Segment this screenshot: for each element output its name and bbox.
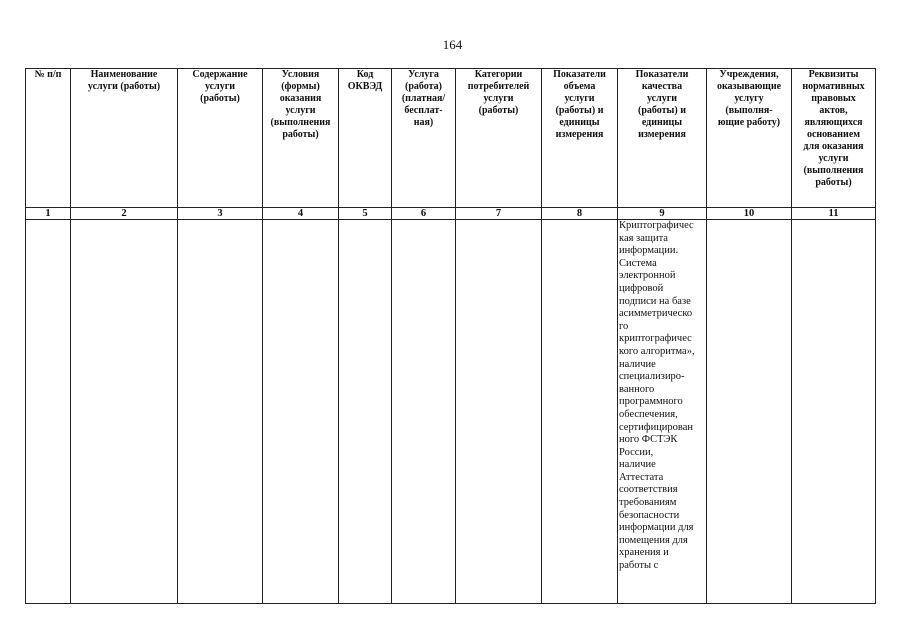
column-number: 11 [792,208,876,220]
page-number: 164 [442,37,463,52]
table-row [26,220,876,604]
body-cell-volume-indicators [542,220,618,604]
body-cell-institutions [707,220,792,604]
body-cell-conditions [263,220,339,604]
header-cell-number: № п/п [26,69,71,208]
column-number: 5 [339,208,392,220]
header-cell-volume-indicators: Показатели объема услуги (работы) и единицы измерения [542,69,618,208]
header-cell-okved-code: Код ОКВЭД [339,69,392,208]
body-cell-legal-acts [792,220,876,604]
body-cell-okved-code [339,220,392,604]
header-cell-service-content: Содержание услуги (работы) [178,69,263,208]
column-number: 7 [456,208,542,220]
column-number: 4 [263,208,339,220]
body-cell-consumer-categories [456,220,542,604]
header-cell-consumer-categories: Категории потребителей услуги (работы) [456,69,542,208]
header-cell-service-name: Наименование услуги (работы) [71,69,178,208]
header-cell-conditions: Условия (формы) оказания услуги (выполнения работы) [263,69,339,208]
header-cell-institutions: Учреждения, оказывающие услугу (выполня- ющие работу) [707,69,792,208]
body-cell-number [26,220,71,604]
column-number: 3 [178,208,263,220]
body-cell-service-name [71,220,178,604]
body-cell-paid-free [392,220,456,604]
column-number: 2 [71,208,178,220]
header-cell-legal-acts: Реквизиты нормативных правовых актов, являющихся основанием для оказания услуги (выполнения работы) [792,69,876,208]
quality-indicators-text: Криптографичес кая защита информации. Система электронной цифровой подписи на базе асимметрическо го криптографичес кого алгоритма», наличие специализиро- ванного программного обеспечения, сертифицирован ного ФСТЭК России, наличие Аттестата соответствия требованиям безопасности информации для помещения для хранения и работы с [619,220,695,572]
header-cell-quality-indicators: Показатели качества услуги (работы) и единицы измерения [618,69,707,208]
column-number: 6 [392,208,456,220]
column-number: 1 [26,208,71,220]
column-number: 8 [542,208,618,220]
column-number: 10 [707,208,792,220]
body-cell-quality-indicators [618,220,707,604]
column-number: 9 [618,208,707,220]
column-number-row [26,208,876,220]
services-table [25,68,876,604]
body-cell-service-content [178,220,263,604]
header-row [26,69,876,208]
header-cell-paid-free: Услуга (работа) (платная/ бесплат- ная) [392,69,456,208]
